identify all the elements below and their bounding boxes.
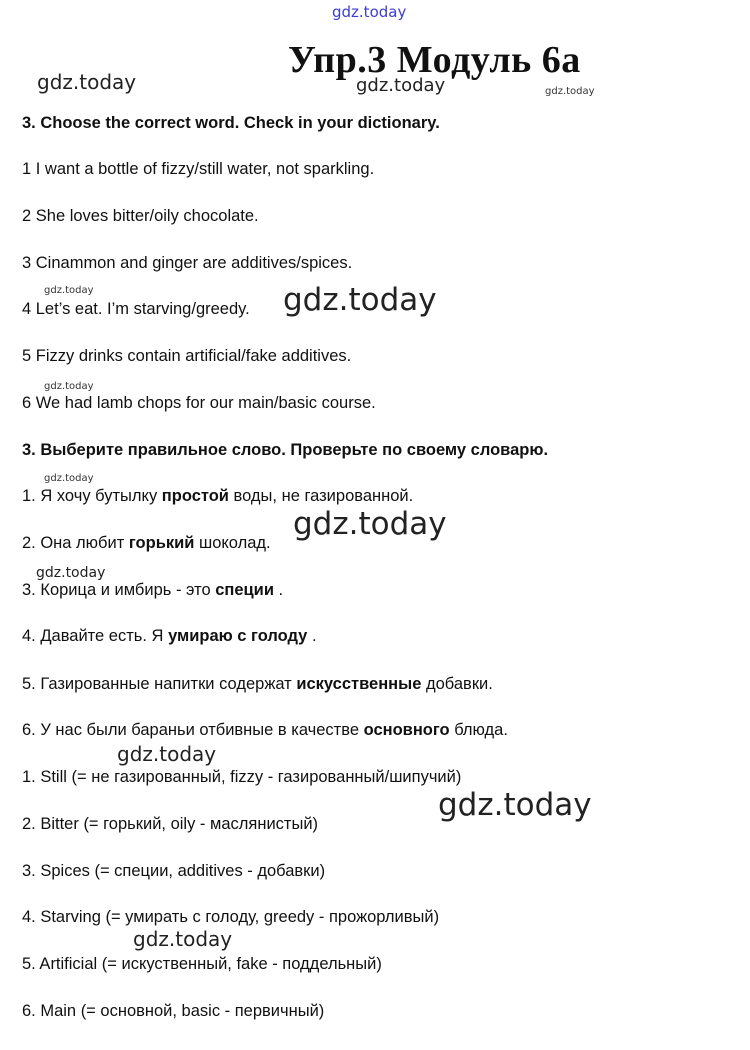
exercise-item: 5 Fizzy drinks contain artificial/fake additives. — [22, 347, 352, 365]
watermark: gdz.today — [36, 565, 106, 581]
answer-word: горький — [128, 534, 195, 552]
translation-item: 5. Газированные напитки содержат искусственные добавки. — [22, 675, 493, 693]
exercise-item: 1 I want a bottle of fizzy/still water, not sparkling. — [22, 160, 375, 178]
watermark: gdz.today — [438, 787, 592, 823]
translation-item: 1. Я хочу бутылку простой воды, не газированной. — [22, 487, 414, 505]
watermark: gdz.today — [117, 742, 217, 766]
page-title: Упр.3 Модуль 6а — [288, 39, 581, 81]
watermark: gdz.today — [545, 86, 595, 97]
watermark: gdz.today — [332, 3, 407, 21]
exercise-item: 6 We had lamb chops for our main/basic course. — [22, 394, 376, 412]
translation-item: 3. Корица и имбирь - это специи . — [22, 581, 284, 599]
answer-line: 3. Spices (= специи, additives - добавки) — [22, 862, 326, 880]
watermark: gdz.today — [283, 282, 437, 318]
translation-item: 2. Она любит горький шоколад. — [22, 534, 271, 552]
exercise-item: 3 Cinammon and ginger are additives/spices. — [22, 254, 353, 272]
translation-item: 6. У нас были бараньи отбивные в качестве основного блюда. — [22, 721, 508, 739]
answer-line: 4. Starving (= умирать с голоду, greedy - прожорливый) — [22, 908, 440, 926]
answer-word: умираю с голоду — [168, 627, 308, 645]
exercise-item: 4 Let’s eat. I’m starving/greedy. — [22, 300, 250, 318]
watermark: gdz.today — [44, 285, 94, 296]
watermark: gdz.today — [37, 70, 137, 94]
answer-line: 1. Still (= не газированный, fizzy - газированный/шипучий) — [22, 768, 462, 786]
translation-heading: 3. Выберите правильное слово. Проверьте по своему словарю. — [22, 441, 549, 459]
watermark: gdz.today — [44, 473, 94, 484]
watermark: gdz.today — [44, 381, 94, 392]
answer-word: искусственные — [296, 675, 422, 693]
answer-line: 6. Main (= основной, basic - первичный) — [22, 1002, 325, 1020]
answer-line: 2. Bitter (= горький, oily - маслянистый) — [22, 815, 319, 833]
answer-word: специи — [215, 581, 274, 599]
exercise-heading: 3. Choose the correct word. Check in your dictionary. — [22, 114, 440, 132]
answer-word: основного — [363, 721, 450, 739]
translation-item: 4. Давайте есть. Я умираю с голоду . — [22, 627, 317, 645]
watermark: gdz.today — [133, 927, 233, 951]
watermark: gdz.today — [356, 75, 446, 96]
answer-word: простой — [161, 487, 229, 505]
answer-line: 5. Artificial (= искуственный, fake - поддельный) — [22, 955, 382, 973]
watermark: gdz.today — [293, 506, 447, 542]
exercise-item: 2 She loves bitter/oily chocolate. — [22, 207, 259, 225]
